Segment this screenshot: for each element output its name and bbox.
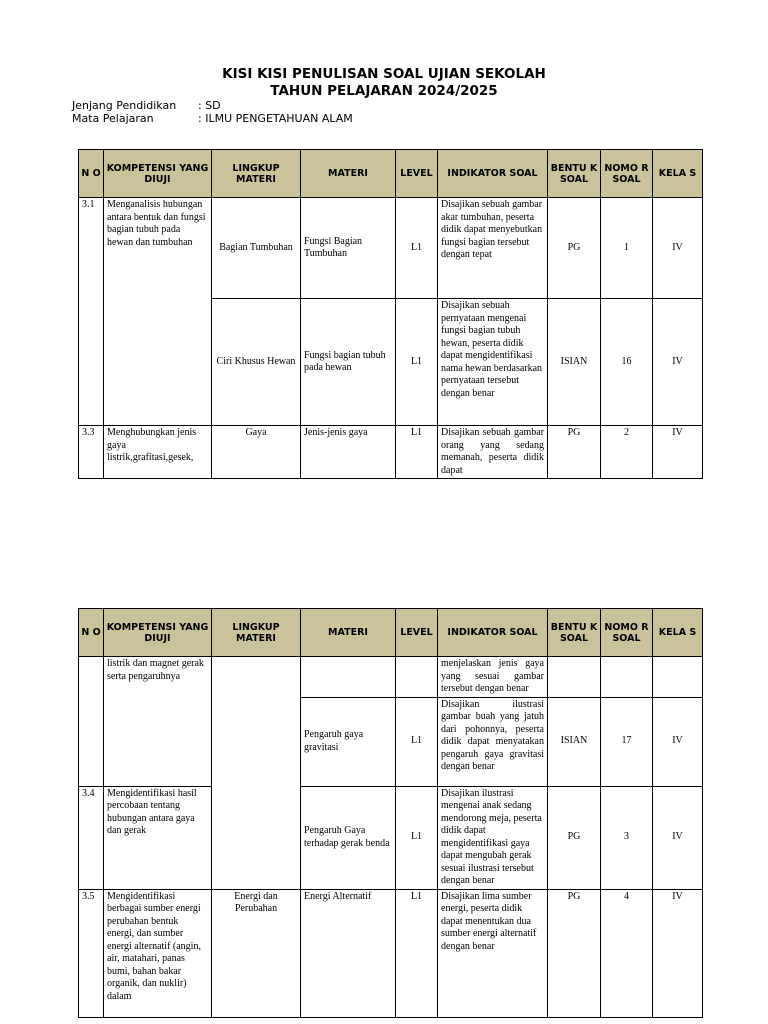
col-header-level: LEVEL bbox=[396, 150, 438, 198]
document-title: KISI KISI PENULISAN SOAL UJIAN SEKOLAH bbox=[222, 66, 546, 82]
table-row bbox=[79, 198, 703, 299]
cell-lingkup bbox=[212, 657, 301, 890]
cell-kelas: IV bbox=[653, 889, 703, 1017]
col-header-kelas: KELA S bbox=[653, 150, 703, 198]
cell-level bbox=[396, 657, 438, 698]
col-header-materi: MATERI bbox=[301, 609, 396, 657]
cell-nomor: 4 bbox=[601, 889, 653, 1017]
cell-kompetensi: listrik dan magnet gerak serta pengaruhnya bbox=[104, 657, 212, 787]
cell-indikator: Disajikan ilustrasi mengenai anak sedang mendorong meja, peserta didik dapat mengidentifikasi gaya dapat mengubah gerak sesuai ilustrasi tersebut dengan benar bbox=[438, 786, 548, 889]
cell-materi: Jenis-jenis gaya bbox=[301, 426, 396, 479]
col-header-kompetensi: KOMPETENSI YANG DIUJI bbox=[104, 609, 212, 657]
col-header-indikator: INDIKATOR SOAL bbox=[438, 150, 548, 198]
mapel-label: Mata Pelajaran bbox=[72, 112, 154, 125]
col-header-nomor: NOMO R SOAL bbox=[601, 609, 653, 657]
table-header-row bbox=[79, 609, 703, 657]
table-row bbox=[79, 889, 703, 1017]
col-header-level: LEVEL bbox=[396, 609, 438, 657]
cell-no: 3.1 bbox=[79, 198, 104, 426]
col-header-indikator: INDIKATOR SOAL bbox=[438, 609, 548, 657]
cell-nomor bbox=[601, 657, 653, 698]
cell-bentuk: ISIAN bbox=[548, 299, 601, 426]
cell-kompetensi: Mengidentifikasi hasil percobaan tentang hubungan antara gaya dan gerak bbox=[104, 786, 212, 889]
cell-nomor: 3 bbox=[601, 786, 653, 889]
kisi-table-page1 bbox=[78, 149, 703, 479]
jenjang-value: : SD bbox=[198, 99, 221, 112]
cell-lingkup: Gaya bbox=[212, 426, 301, 479]
cell-kompetensi: Menghubungkan jenis gaya listrik,grafitasi,gesek, bbox=[104, 426, 212, 479]
table-row bbox=[79, 786, 703, 889]
kisi-table-page2 bbox=[78, 608, 703, 1018]
cell-kelas: IV bbox=[653, 426, 703, 479]
cell-level: L1 bbox=[396, 786, 438, 889]
cell-bentuk: ISIAN bbox=[548, 697, 601, 786]
cell-no: 3.3 bbox=[79, 426, 104, 479]
cell-lingkup: Ciri Khusus Hewan bbox=[212, 299, 301, 426]
mapel-row bbox=[72, 112, 353, 125]
col-header-materi: MATERI bbox=[301, 150, 396, 198]
cell-indikator: Disajikan lima sumber energi, peserta didik dapat menentukan dua sumber energi alternatif dengan benar bbox=[438, 889, 548, 1017]
cell-nomor: 16 bbox=[601, 299, 653, 426]
cell-bentuk: PG bbox=[548, 426, 601, 479]
cell-materi bbox=[301, 657, 396, 698]
cell-materi: Fungsi bagian tubuh pada hewan bbox=[301, 299, 396, 426]
col-header-lingkup: LINGKUP MATERI bbox=[212, 609, 301, 657]
cell-kompetensi: Menganalisis hubungan antara bentuk dan fungsi bagian tubuh pada hewan dan tumbuhan bbox=[104, 198, 212, 426]
cell-indikator: Disajikan sebuah gambar orang yang sedang memanah, peserta didik dapat bbox=[438, 426, 548, 479]
cell-lingkup: Energi dan Perubahan bbox=[212, 889, 301, 1017]
cell-level: L1 bbox=[396, 697, 438, 786]
col-header-kelas: KELA S bbox=[653, 609, 703, 657]
cell-bentuk: PG bbox=[548, 786, 601, 889]
jenjang-label: Jenjang Pendidikan bbox=[72, 99, 177, 112]
cell-lingkup: Bagian Tumbuhan bbox=[212, 198, 301, 299]
cell-materi: Pengaruh gaya gravitasi bbox=[301, 697, 396, 786]
cell-kelas: IV bbox=[653, 786, 703, 889]
cell-level: L1 bbox=[396, 299, 438, 426]
col-header-nomor: NOMO R SOAL bbox=[601, 150, 653, 198]
cell-no: 3.5 bbox=[79, 889, 104, 1017]
cell-level: L1 bbox=[396, 426, 438, 479]
cell-level: L1 bbox=[396, 198, 438, 299]
cell-indikator: menjelaskan jenis gaya yang sesuai gambar tersebut dengan benar bbox=[438, 657, 548, 698]
cell-nomor: 2 bbox=[601, 426, 653, 479]
cell-indikator: Disajikan sebuah gambar akar tumbuhan, peserta didik dapat menyebutkan fungsi bagian tersebut dengan tepat bbox=[438, 198, 548, 299]
jenjang-row bbox=[72, 99, 221, 112]
col-header-no: N O bbox=[79, 150, 104, 198]
cell-no: 3.4 bbox=[79, 786, 104, 889]
cell-kelas: IV bbox=[653, 299, 703, 426]
cell-indikator: Disajikan ilustrasi gambar buah yang jatuh dari pohonnya, peserta didik dapat menyatakan pengaruh gaya gravitasi dengan benar bbox=[438, 697, 548, 786]
cell-nomor: 1 bbox=[601, 198, 653, 299]
cell-bentuk: PG bbox=[548, 198, 601, 299]
col-header-bentuk: BENTU K SOAL bbox=[548, 150, 601, 198]
cell-bentuk: PG bbox=[548, 889, 601, 1017]
mapel-value: : ILMU PENGETAHUAN ALAM bbox=[198, 112, 353, 125]
table-row bbox=[79, 426, 703, 479]
cell-kelas: IV bbox=[653, 697, 703, 786]
cell-kelas bbox=[653, 657, 703, 698]
cell-indikator: Disajikan sebuah pernyataan mengenai fungsi bagian tubuh hewan, peserta didik dapat mengidentifikasi nama hewan berdasarkan pernyataan tersebut dengan benar bbox=[438, 299, 548, 426]
col-header-lingkup: LINGKUP MATERI bbox=[212, 150, 301, 198]
cell-kompetensi: Mengidentifikasi berbagai sumber energi perubahan bentuk energi, dan sumber energi alternatif (angin, air, matahari, panas bumi, bahan bakar organik, dan nuklir) dalam bbox=[104, 889, 212, 1017]
col-header-bentuk: BENTU K SOAL bbox=[548, 609, 601, 657]
cell-materi: Fungsi Bagian Tumbuhan bbox=[301, 198, 396, 299]
table-row bbox=[79, 657, 703, 698]
document-subtitle: TAHUN PELAJARAN 2024/2025 bbox=[270, 83, 498, 99]
cell-no bbox=[79, 657, 104, 787]
cell-level: L1 bbox=[396, 889, 438, 1017]
col-header-no: N O bbox=[79, 609, 104, 657]
cell-kelas: IV bbox=[653, 198, 703, 299]
cell-materi: Pengaruh Gaya terhadap gerak benda bbox=[301, 786, 396, 889]
cell-bentuk bbox=[548, 657, 601, 698]
cell-materi: Energi Alternatif bbox=[301, 889, 396, 1017]
cell-nomor: 17 bbox=[601, 697, 653, 786]
table-header-row bbox=[79, 150, 703, 198]
col-header-kompetensi: KOMPETENSI YANG DIUJI bbox=[104, 150, 212, 198]
